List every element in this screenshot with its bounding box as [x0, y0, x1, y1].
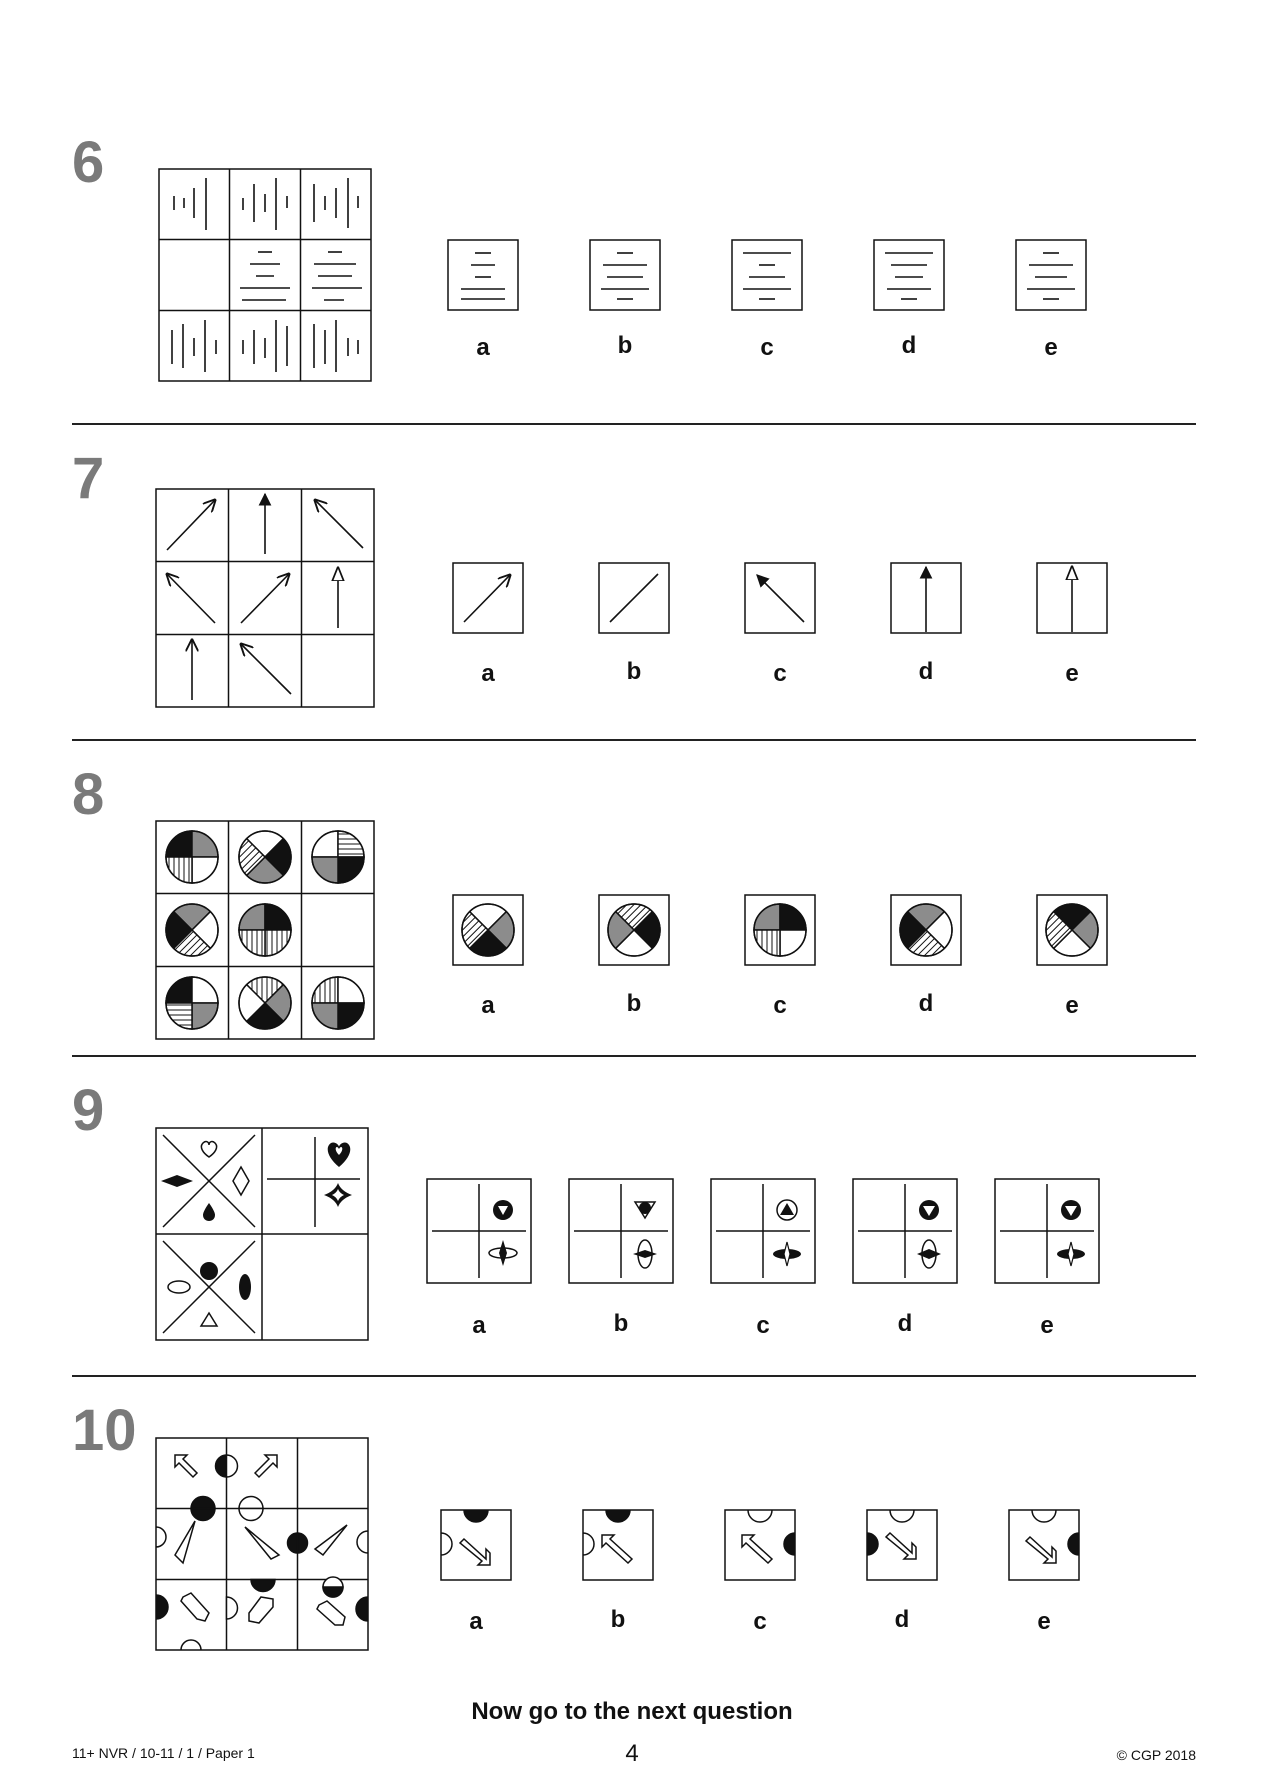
q10-option-a-label[interactable]: a [469, 1608, 483, 1635]
q9-option-d-label[interactable]: d [897, 1310, 913, 1337]
q9-option-d-figure[interactable] [852, 1178, 958, 1284]
q6-option-c-figure[interactable] [731, 239, 803, 311]
question-number-10: 10 [72, 1398, 137, 1463]
q9-puzzle-grid [155, 1127, 369, 1341]
q7-option-e-figure[interactable] [1036, 562, 1108, 634]
q6-option-d-label[interactable]: d [901, 332, 917, 359]
q6-option-b-label[interactable]: b [617, 332, 633, 359]
q9-option-c-figure[interactable] [710, 1178, 816, 1284]
q7-option-b-figure[interactable] [598, 562, 670, 634]
q10-puzzle-grid [155, 1437, 369, 1651]
q6-option-c-label[interactable]: c [760, 334, 774, 361]
question-number-9: 9 [72, 1078, 105, 1143]
q9-option-a-label[interactable]: a [472, 1312, 486, 1339]
section-divider [72, 1375, 1196, 1377]
q8-option-e-label[interactable]: e [1065, 992, 1079, 1019]
q7-option-e-label[interactable]: e [1065, 660, 1079, 687]
q10-option-a-figure[interactable] [440, 1509, 512, 1581]
q9-option-e-figure[interactable] [994, 1178, 1100, 1284]
q10-option-d-label[interactable]: d [894, 1606, 910, 1633]
q10-option-e-label[interactable]: e [1037, 1608, 1051, 1635]
q7-option-a-figure[interactable] [452, 562, 524, 634]
q6-option-a-figure[interactable] [447, 239, 519, 311]
paper-reference: 11+ NVR / 10-11 / 1 / Paper 1 [72, 1745, 255, 1761]
q8-option-b-label[interactable]: b [626, 990, 642, 1017]
q9-option-a-figure[interactable] [426, 1178, 532, 1284]
q8-option-a-label[interactable]: a [481, 992, 495, 1019]
q6-puzzle-grid [158, 168, 372, 382]
q8-option-b-figure[interactable] [598, 894, 670, 966]
q10-option-e-figure[interactable] [1008, 1509, 1080, 1581]
q7-puzzle-grid [155, 488, 375, 708]
q6-option-b-figure[interactable] [589, 239, 661, 311]
q9-option-c-label[interactable]: c [756, 1312, 770, 1339]
q7-option-d-label[interactable]: d [918, 658, 934, 685]
q6-option-e-figure[interactable] [1015, 239, 1087, 311]
q8-option-c-label[interactable]: c [773, 992, 787, 1019]
q10-option-b-figure[interactable] [582, 1509, 654, 1581]
q10-option-c-label[interactable]: c [753, 1608, 767, 1635]
q8-puzzle-grid [155, 820, 375, 1040]
q9-option-e-label[interactable]: e [1040, 1312, 1054, 1339]
page-number: 4 [625, 1740, 639, 1767]
q8-option-c-figure[interactable] [744, 894, 816, 966]
next-question-instruction: Now go to the next question [471, 1698, 793, 1725]
section-divider [72, 739, 1196, 741]
q6-option-a-label[interactable]: a [476, 334, 490, 361]
section-divider [72, 1055, 1196, 1057]
q10-option-b-label[interactable]: b [610, 1606, 626, 1633]
question-number-6: 6 [72, 130, 105, 195]
q10-option-c-figure[interactable] [724, 1509, 796, 1581]
question-number-7: 7 [72, 446, 105, 511]
q10-option-d-figure[interactable] [866, 1509, 938, 1581]
q7-option-c-figure[interactable] [744, 562, 816, 634]
q7-option-a-label[interactable]: a [481, 660, 495, 687]
section-divider [72, 423, 1196, 425]
q9-option-b-label[interactable]: b [613, 1310, 629, 1337]
q7-option-c-label[interactable]: c [773, 660, 787, 687]
copyright-notice: © CGP 2018 [1116, 1747, 1196, 1763]
q8-option-a-figure[interactable] [452, 894, 524, 966]
q7-option-b-label[interactable]: b [626, 658, 642, 685]
q8-option-d-label[interactable]: d [918, 990, 934, 1017]
q8-option-d-figure[interactable] [890, 894, 962, 966]
q9-option-b-figure[interactable] [568, 1178, 674, 1284]
q7-option-d-figure[interactable] [890, 562, 962, 634]
q8-option-e-figure[interactable] [1036, 894, 1108, 966]
q6-option-e-label[interactable]: e [1044, 334, 1058, 361]
q6-option-d-figure[interactable] [873, 239, 945, 311]
question-number-8: 8 [72, 762, 105, 827]
